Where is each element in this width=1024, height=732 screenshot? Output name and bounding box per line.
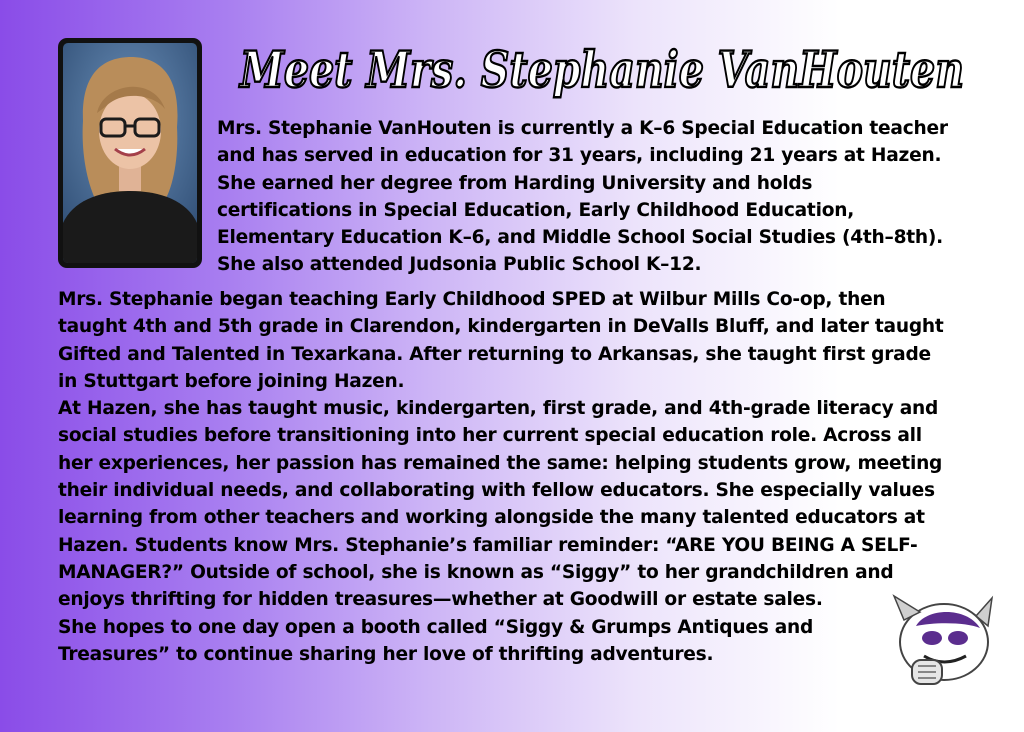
career-line: Mrs. Stephanie began teaching Early Childhood SPED at Wilbur Mills Co-op, then: [58, 289, 886, 310]
career-line: She hopes to one day open a booth called “Siggy & Grumps Antiques and: [58, 616, 814, 638]
career-line: At Hazen, she has taught music, kindergarten, first grade, and 4th-grade literacy and: [58, 398, 939, 420]
intro-line: Mrs. Stephanie VanHouten is currently a K–6 Special Education teacher: [217, 118, 948, 139]
career-line: social studies before transitioning into her current special education role. Across all: [58, 425, 922, 447]
intro-line: and has served in education for 31 years, including 21 years at Hazen.: [217, 145, 942, 167]
career-line: Treasures” to continue sharing her love of thrifting adventures.: [58, 643, 714, 665]
intro-line: She also attended Judsonia Public School K–12.: [217, 254, 702, 276]
hornet-mascot-icon: [886, 590, 998, 692]
intro-line: Elementary Education K–6, and Middle School Social Studies (4th–8th).: [217, 227, 943, 249]
career-paragraph: [58, 286, 1003, 668]
career-line: Gifted and Talented in Texarkana. After returning to Arkansas, she taught first grade: [58, 343, 931, 365]
profile-photo: [63, 43, 197, 263]
intro-line: certifications in Special Education, Early Childhood Education,: [217, 199, 855, 221]
career-line: MANAGER?” Outside of school, she is known as “Siggy” to her grandchildren and: [58, 561, 894, 583]
profile-photo-frame: [58, 38, 202, 268]
career-line: in Stuttgart before joining Hazen.: [58, 370, 405, 392]
page-title: [222, 30, 982, 110]
intro-paragraph: [217, 115, 1007, 279]
career-line: learning from other teachers and working alongside the many talented educators at: [58, 507, 925, 529]
career-line: taught 4th and 5th grade in Clarendon, kindergarten in DeValls Bluff, and later taught: [58, 316, 944, 338]
career-line: their individual needs, and collaborating with fellow educators. She especially values: [58, 480, 935, 502]
page-title-text: Meet Mrs. Stephanie VanHouten: [238, 40, 964, 99]
career-line: Hazen. Students know Mrs. Stephanie’s familiar reminder: “ARE YOU BEING A SELF-: [58, 534, 918, 556]
intro-line: She earned her degree from Harding University and holds: [217, 172, 813, 194]
career-line: her experiences, her passion has remained the same: helping students grow, meeting: [58, 452, 943, 474]
career-line: enjoys thrifting for hidden treasures—whether at Goodwill or estate sales.: [58, 589, 823, 611]
